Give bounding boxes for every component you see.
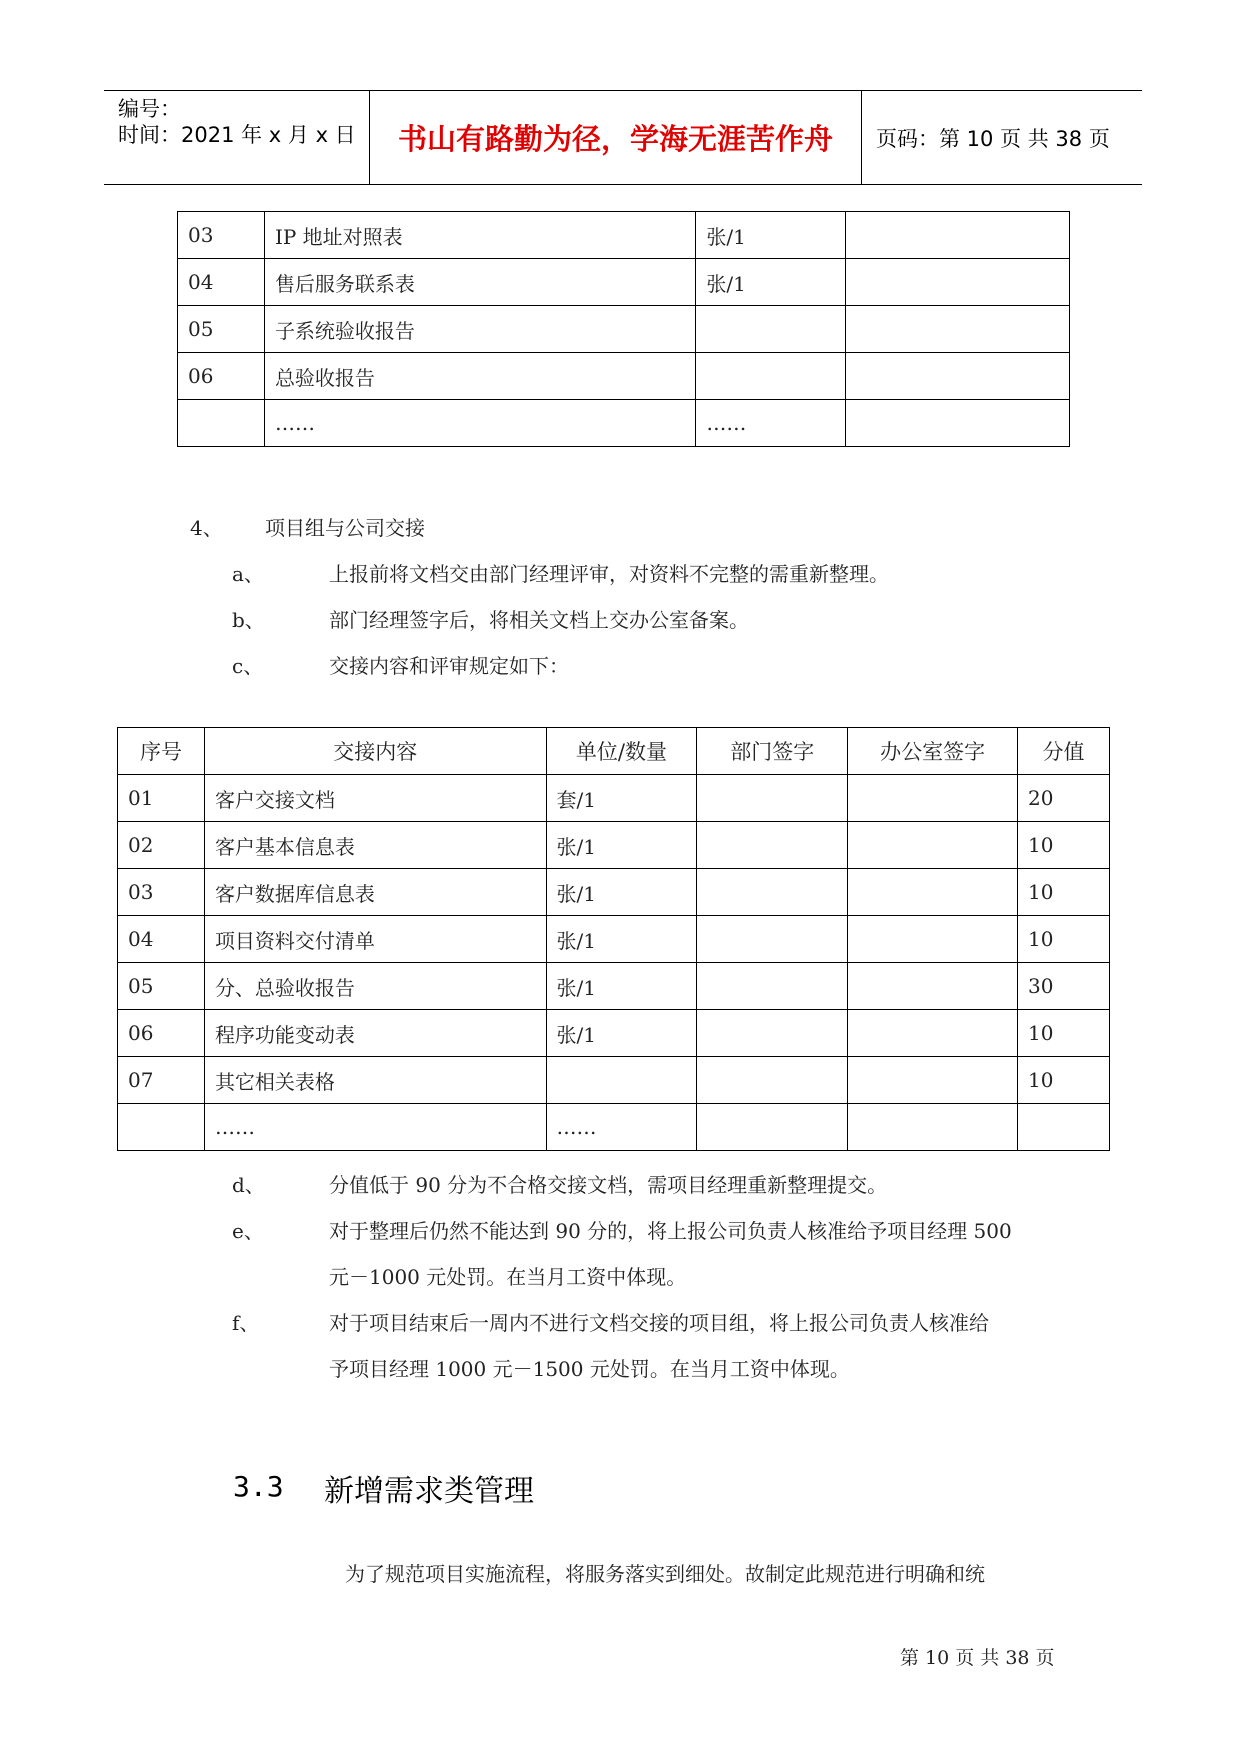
item-text: 部门经理签字后，将相关文档上交办公室备案。 bbox=[329, 608, 749, 632]
table-cell: 客户基本信息表 bbox=[204, 822, 546, 869]
item-text: 对于项目结束后一周内不进行文档交接的项目组，将上报公司负责人核准给 bbox=[329, 1311, 989, 1335]
table-cell: 07 bbox=[118, 1057, 205, 1104]
table-cell: 张/1 bbox=[546, 1010, 697, 1057]
table-cell: 程序功能变动表 bbox=[204, 1010, 546, 1057]
table-cell bbox=[848, 963, 1018, 1010]
table-cell: 客户交接文档 bbox=[204, 775, 546, 822]
table-cell: 03 bbox=[178, 212, 265, 259]
table-cell: 套/1 bbox=[546, 775, 697, 822]
header-left bbox=[118, 91, 368, 184]
page-header bbox=[104, 90, 1142, 185]
table-cell: 张/1 bbox=[546, 916, 697, 963]
table-cell: 06 bbox=[118, 1010, 205, 1057]
table-cell bbox=[848, 1010, 1018, 1057]
table-cell bbox=[848, 775, 1018, 822]
table-cell bbox=[848, 822, 1018, 869]
table-row bbox=[118, 916, 1110, 963]
table-cell: …… bbox=[696, 400, 846, 447]
table-cell: 05 bbox=[178, 306, 265, 353]
item-label: b、 bbox=[232, 608, 265, 632]
page-footer: 第 10 页 共 38 页 bbox=[900, 1647, 1055, 1669]
item-text-continued: 予项目经理 1000 元－1500 元处罚。在当月工资中体现。 bbox=[329, 1357, 850, 1381]
header-page-info: 页码：第 10 页 共 38 页 bbox=[876, 126, 1110, 151]
table-cell: 06 bbox=[178, 353, 265, 400]
table-cell: 分、总验收报告 bbox=[204, 963, 546, 1010]
item-text: 分值低于 90 分为不合格交接文档，需项目经理重新整理提交。 bbox=[329, 1173, 888, 1197]
table-cell bbox=[848, 916, 1018, 963]
table-cell bbox=[546, 1057, 697, 1104]
table-cell: 张/1 bbox=[546, 822, 697, 869]
item-text: 上报前将文档交由部门经理评审，对资料不完整的需重新整理。 bbox=[329, 562, 889, 586]
section-number: 4、 bbox=[190, 516, 223, 540]
table-cell: 张/1 bbox=[546, 869, 697, 916]
column-header: 单位/数量 bbox=[546, 728, 697, 775]
code-label: 编号： bbox=[118, 97, 181, 121]
table-cell bbox=[846, 212, 1070, 259]
table-header-row bbox=[118, 728, 1110, 775]
table-cell: 10 bbox=[1018, 1057, 1110, 1104]
table-cell: 20 bbox=[1018, 775, 1110, 822]
table-cell bbox=[697, 1104, 848, 1151]
table-cell: IP 地址对照表 bbox=[264, 212, 695, 259]
table-cell: 张/1 bbox=[696, 212, 846, 259]
table-row bbox=[118, 869, 1110, 916]
table-cell bbox=[846, 353, 1070, 400]
table-cell bbox=[178, 400, 265, 447]
table-cell bbox=[697, 775, 848, 822]
table-cell: 05 bbox=[118, 963, 205, 1010]
item-label: f、 bbox=[232, 1311, 260, 1335]
table-cell bbox=[848, 869, 1018, 916]
item-text-continued: 元－1000 元处罚。在当月工资中体现。 bbox=[329, 1265, 687, 1289]
table-cell bbox=[697, 1057, 848, 1104]
time-label: 时间：2021 年 x 月 x 日 bbox=[118, 123, 356, 147]
table-cell: 张/1 bbox=[546, 963, 697, 1010]
table-cell bbox=[696, 306, 846, 353]
document-list-table bbox=[177, 211, 1070, 447]
table-row bbox=[118, 1104, 1110, 1151]
table-cell: …… bbox=[264, 400, 695, 447]
table-cell: 总验收报告 bbox=[264, 353, 695, 400]
table-cell: 03 bbox=[118, 869, 205, 916]
table-row bbox=[178, 400, 1070, 447]
table-cell bbox=[118, 1104, 205, 1151]
table-cell: 02 bbox=[118, 822, 205, 869]
table-cell bbox=[697, 963, 848, 1010]
table-cell: 30 bbox=[1018, 963, 1110, 1010]
section-number: 3.3 bbox=[233, 1470, 284, 1503]
table-row bbox=[178, 306, 1070, 353]
item-label: a、 bbox=[232, 562, 264, 586]
item-label: d、 bbox=[232, 1173, 265, 1197]
table-cell bbox=[697, 822, 848, 869]
table-row bbox=[118, 963, 1110, 1010]
column-header: 部门签字 bbox=[697, 728, 848, 775]
section-heading: 新增需求类管理 bbox=[324, 1474, 534, 1509]
table-cell: 01 bbox=[118, 775, 205, 822]
header-divider bbox=[861, 91, 862, 184]
column-header: 交接内容 bbox=[204, 728, 546, 775]
column-header: 办公室签字 bbox=[848, 728, 1018, 775]
table-cell: 售后服务联系表 bbox=[264, 259, 695, 306]
item-label: c、 bbox=[232, 654, 264, 678]
table-cell: 10 bbox=[1018, 869, 1110, 916]
column-header: 序号 bbox=[118, 728, 205, 775]
table-cell: …… bbox=[204, 1104, 546, 1151]
table-cell: 客户数据库信息表 bbox=[204, 869, 546, 916]
table-cell: 其它相关表格 bbox=[204, 1057, 546, 1104]
table-cell bbox=[846, 306, 1070, 353]
table-cell: 张/1 bbox=[696, 259, 846, 306]
table-row bbox=[118, 775, 1110, 822]
table-cell bbox=[696, 353, 846, 400]
item-label: e、 bbox=[232, 1219, 264, 1243]
table-cell bbox=[697, 1010, 848, 1057]
table-row bbox=[178, 353, 1070, 400]
body-paragraph: 为了规范项目实施流程，将服务落实到细处。故制定此规范进行明确和统 bbox=[345, 1562, 985, 1586]
column-header: 分值 bbox=[1018, 728, 1110, 775]
table-cell: 项目资料交付清单 bbox=[204, 916, 546, 963]
item-text: 对于整理后仍然不能达到 90 分的，将上报公司负责人核准给予项目经理 500 bbox=[329, 1219, 1012, 1243]
table-row bbox=[118, 1010, 1110, 1057]
table-cell: 04 bbox=[118, 916, 205, 963]
handover-table bbox=[117, 727, 1110, 1151]
table-cell bbox=[846, 400, 1070, 447]
table-row bbox=[118, 822, 1110, 869]
table-cell bbox=[846, 259, 1070, 306]
table-row bbox=[118, 1057, 1110, 1104]
table-row bbox=[178, 259, 1070, 306]
table-cell: 10 bbox=[1018, 916, 1110, 963]
table-cell: 10 bbox=[1018, 822, 1110, 869]
table-cell bbox=[1018, 1104, 1110, 1151]
table-cell bbox=[697, 869, 848, 916]
table-cell: …… bbox=[546, 1104, 697, 1151]
section-title: 项目组与公司交接 bbox=[265, 516, 425, 540]
table-cell: 10 bbox=[1018, 1010, 1110, 1057]
item-text: 交接内容和评审规定如下： bbox=[329, 654, 569, 678]
table-cell bbox=[848, 1057, 1018, 1104]
table-cell bbox=[848, 1104, 1018, 1151]
table-row bbox=[178, 212, 1070, 259]
table-cell: 04 bbox=[178, 259, 265, 306]
header-motto: 书山有路勤为径，学海无涯苦作舟 bbox=[397, 122, 833, 156]
table-cell bbox=[697, 916, 848, 963]
table-cell: 子系统验收报告 bbox=[264, 306, 695, 353]
